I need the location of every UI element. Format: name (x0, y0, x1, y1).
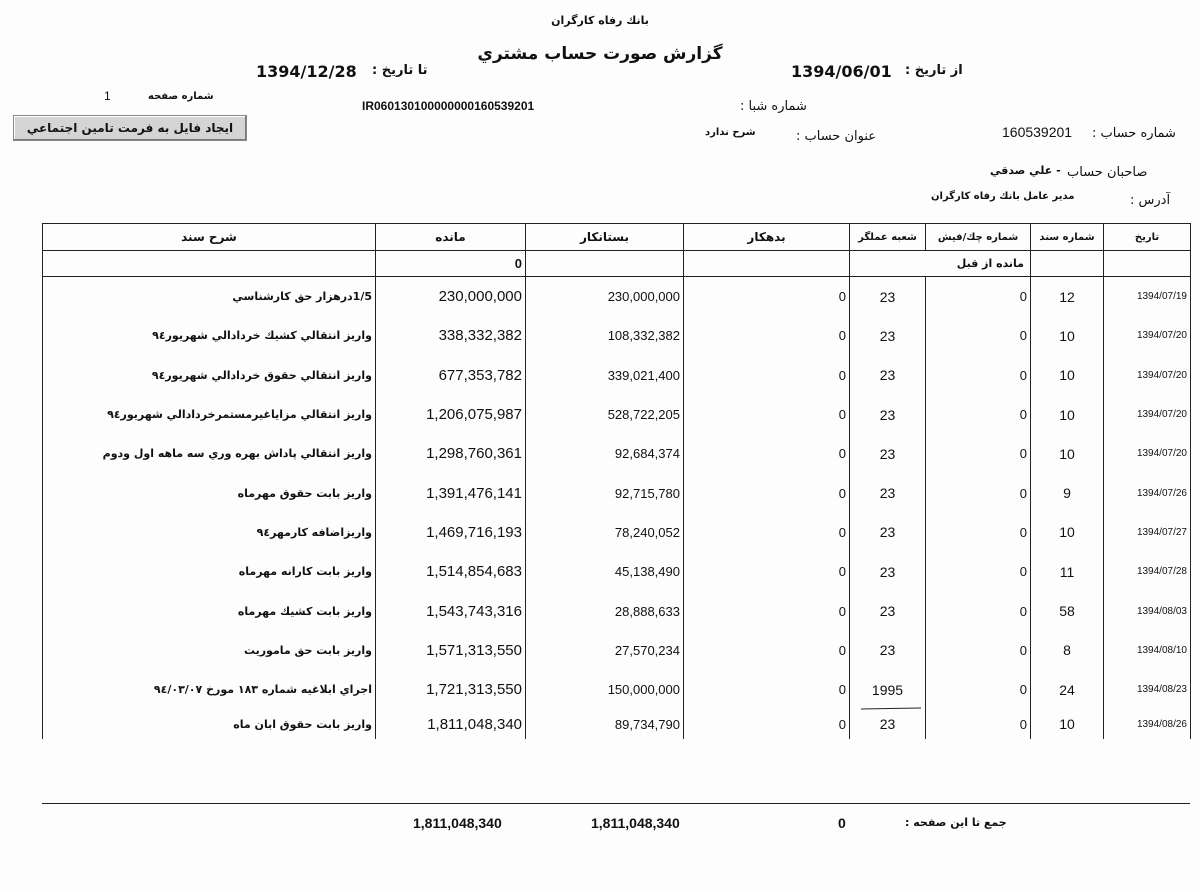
to-date-value: 1394/12/28 (256, 62, 357, 81)
row-balance: 1,206,075,987 (376, 395, 526, 434)
row-date: 1394/07/28 (1104, 552, 1191, 591)
row-description: واريزاضافه كارمهر٩٤ (43, 513, 376, 552)
row-check-number: 0 (926, 513, 1031, 552)
row-debit: 0 (684, 356, 850, 395)
row-description: واريز انتقالي حقوق خردادالي شهريور٩٤ (43, 356, 376, 395)
row-check-number: 0 (926, 395, 1031, 434)
row-credit: 230,000,000 (526, 277, 684, 317)
table-row (43, 670, 1191, 709)
row-debit: 0 (684, 277, 850, 317)
row-check-number: 0 (926, 591, 1031, 630)
row-debit: 0 (684, 631, 850, 670)
row-debit: 0 (684, 473, 850, 512)
row-balance: 1,514,854,683 (376, 552, 526, 591)
row-branch: 23 (850, 277, 926, 317)
table-row (43, 709, 1191, 739)
row-date: 1394/08/03 (1104, 591, 1191, 630)
header-doc-number: شماره سند (1031, 224, 1104, 251)
row-doc-number: 11 (1031, 552, 1104, 591)
row-credit: 45,138,490 (526, 552, 684, 591)
row-date: 1394/07/27 (1104, 513, 1191, 552)
row-credit: 108,332,382 (526, 316, 684, 355)
header-date: تاريخ (1104, 224, 1191, 251)
header-balance: مانده (376, 224, 526, 251)
header-check-number: شماره چك/فيش (926, 224, 1031, 251)
address-label: آدرس : (1130, 193, 1171, 208)
row-doc-number: 10 (1031, 395, 1104, 434)
row-debit: 0 (684, 591, 850, 630)
row-description: واريز انتقالي كشيك خردادالي شهريور٩٤ (43, 316, 376, 355)
row-branch: 23 (850, 513, 926, 552)
row-credit: 78,240,052 (526, 513, 684, 552)
row-branch: 23 (850, 709, 926, 739)
to-date-label: تا تاريخ : (372, 63, 428, 78)
row-branch: 1995 (850, 670, 926, 709)
account-number-label: شماره حساب : (1092, 126, 1176, 141)
row-credit: 528,722,205 (526, 395, 684, 434)
row-date: 1394/08/23 (1104, 670, 1191, 709)
row-check-number: 0 (926, 316, 1031, 355)
table-row (43, 473, 1191, 512)
table-row (43, 277, 1191, 317)
row-debit: 0 (684, 670, 850, 709)
bank-name: بانك رفاه كارگران (551, 14, 649, 27)
transactions-table (42, 223, 1191, 739)
table-row (43, 316, 1191, 355)
header-description: شرح سند (43, 224, 376, 251)
account-owners-value: - علي صدقي (990, 164, 1061, 177)
row-doc-number: 12 (1031, 277, 1104, 317)
row-doc-number: 8 (1031, 631, 1104, 670)
row-date: 1394/07/26 (1104, 473, 1191, 512)
totals-balance: 1,811,048,340 (413, 815, 502, 831)
row-description: 1/5درهزار حق كارشناسي (43, 277, 376, 317)
row-balance: 1,469,716,193 (376, 513, 526, 552)
row-check-number: 0 (926, 277, 1031, 317)
row-doc-number: 10 (1031, 356, 1104, 395)
table-row (43, 552, 1191, 591)
page-number-label: شماره صفحه (148, 91, 214, 102)
row-balance: 230,000,000 (376, 277, 526, 317)
row-branch: 23 (850, 356, 926, 395)
row-balance: 1,811,048,340 (376, 709, 526, 739)
row-check-number: 0 (926, 631, 1031, 670)
row-balance: 1,571,313,550 (376, 631, 526, 670)
row-check-number: 0 (926, 670, 1031, 709)
row-debit: 0 (684, 552, 850, 591)
row-credit: 339,021,400 (526, 356, 684, 395)
previous-balance-row (43, 251, 1191, 277)
row-check-number: 0 (926, 709, 1031, 739)
totals-label: جمع تا اين صفحه : (905, 816, 1007, 829)
row-doc-number: 10 (1031, 709, 1104, 739)
address-value: مدير عامل بانك رفاه كارگران (931, 191, 1075, 202)
sheba-label: شماره شبا : (740, 99, 807, 114)
row-branch: 23 (850, 395, 926, 434)
row-debit: 0 (684, 709, 850, 739)
row-doc-number: 10 (1031, 434, 1104, 473)
row-check-number: 0 (926, 356, 1031, 395)
header-debit: بدهكار (684, 224, 850, 251)
report-title: گزارش صورت حساب مشتري (477, 44, 723, 64)
row-balance: 1,543,743,316 (376, 591, 526, 630)
row-balance: 1,298,760,361 (376, 434, 526, 473)
table-row (43, 591, 1191, 630)
row-branch: 23 (850, 631, 926, 670)
row-branch: 23 (850, 316, 926, 355)
previous-balance-label: مانده از قبل (850, 251, 1031, 277)
account-number-value: 160539201 (1002, 124, 1073, 140)
row-check-number: 0 (926, 552, 1031, 591)
row-description: واريز بابت حق ماموريت (43, 631, 376, 670)
row-balance: 677,353,782 (376, 356, 526, 395)
row-debit: 0 (684, 316, 850, 355)
row-date: 1394/08/10 (1104, 631, 1191, 670)
totals-debit: 0 (838, 815, 846, 831)
row-date: 1394/07/20 (1104, 434, 1191, 473)
row-doc-number: 10 (1031, 316, 1104, 355)
row-credit: 92,684,374 (526, 434, 684, 473)
row-description: واريز بابت كشيك مهرماه (43, 591, 376, 630)
totals-divider (42, 803, 1190, 804)
row-branch: 23 (850, 473, 926, 512)
row-doc-number: 24 (1031, 670, 1104, 709)
row-date: 1394/07/20 (1104, 356, 1191, 395)
row-branch: 23 (850, 591, 926, 630)
totals-credit: 1,811,048,340 (591, 815, 680, 831)
page-number-value: 1 (104, 89, 111, 103)
row-credit: 150,000,000 (526, 670, 684, 709)
row-date: 1394/07/20 (1104, 395, 1191, 434)
from-date-value: 1394/06/01 (791, 62, 892, 81)
table-row (43, 434, 1191, 473)
from-date-label: از تاريخ : (905, 63, 963, 78)
table-row (43, 631, 1191, 670)
export-social-security-button[interactable]: ايجاد فايل به فرمت تامين اجتماعي (13, 115, 247, 141)
header-credit: بستانكار (526, 224, 684, 251)
row-credit: 28,888,633 (526, 591, 684, 630)
account-title-label: عنوان حساب : (796, 129, 877, 144)
row-debit: 0 (684, 395, 850, 434)
row-date: 1394/07/20 (1104, 316, 1191, 355)
row-check-number: 0 (926, 434, 1031, 473)
row-doc-number: 58 (1031, 591, 1104, 630)
account-owners-label: صاحبان حساب (1067, 165, 1148, 180)
row-doc-number: 10 (1031, 513, 1104, 552)
header-branch: شعبه عملگر (850, 224, 926, 251)
row-credit: 89,734,790 (526, 709, 684, 739)
row-balance: 1,721,313,550 (376, 670, 526, 709)
row-description: واريز بابت حقوق ابان ماه (43, 709, 376, 739)
row-branch: 23 (850, 434, 926, 473)
row-credit: 92,715,780 (526, 473, 684, 512)
row-description: واريز بابت كارانه مهرماه (43, 552, 376, 591)
row-debit: 0 (684, 513, 850, 552)
account-title-value: شرح ندارد (705, 127, 756, 138)
row-check-number: 0 (926, 473, 1031, 512)
row-description: اجراي ابلاغيه شماره ١٨٣ مورخ ٩٤/٠٣/٠٧ (43, 670, 376, 709)
row-description: واريز بابت حقوق مهرماه (43, 473, 376, 512)
row-branch: 23 (850, 552, 926, 591)
previous-balance-value: 0 (376, 251, 526, 277)
row-date: 1394/08/26 (1104, 709, 1191, 739)
sheba-value: IR060130100000000160539201 (362, 99, 535, 113)
row-debit: 0 (684, 434, 850, 473)
row-balance: 338,332,382 (376, 316, 526, 355)
row-description: واريز انتقالي مزاياغيرمستمرخردادالي شهريور٩٤ (43, 395, 376, 434)
row-description: واريز انتقالي پاداش بهره وري سه ماهه اول ودوم (43, 434, 376, 473)
table-row (43, 356, 1191, 395)
row-credit: 27,570,234 (526, 631, 684, 670)
row-date: 1394/07/19 (1104, 277, 1191, 317)
row-balance: 1,391,476,141 (376, 473, 526, 512)
row-doc-number: 9 (1031, 473, 1104, 512)
table-row (43, 513, 1191, 552)
table-row (43, 395, 1191, 434)
